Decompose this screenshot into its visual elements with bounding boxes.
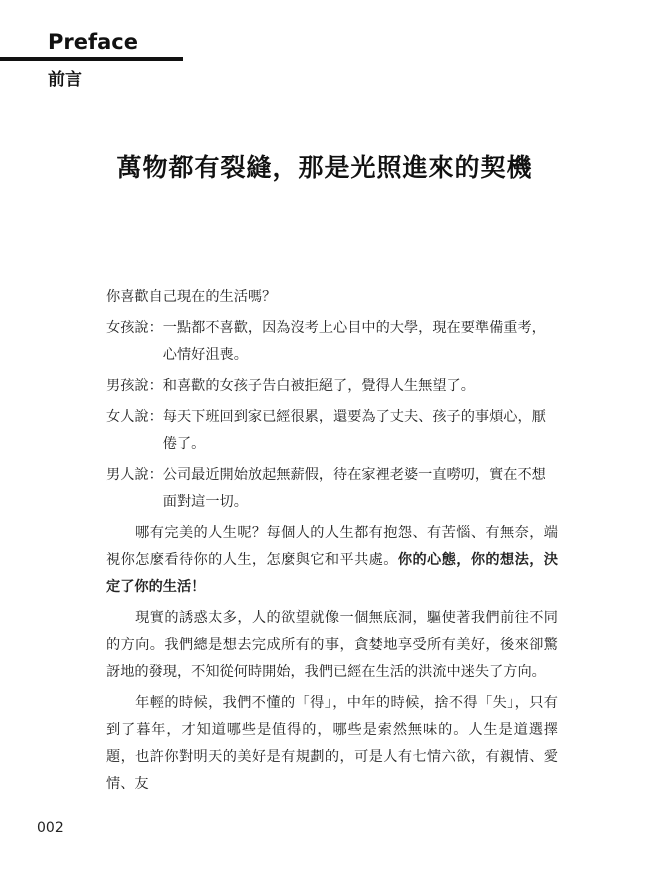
dialogue-line [106,373,558,400]
dialogue-line [106,462,558,516]
opening-question: 你喜歡自己現在的生活嗎？ [106,289,277,305]
paragraph-2: 現實的誘惑太多，人的欲望就像一個無底洞，驅使著我們前往不同的方向。我們總是想去完成所有的事，貪婪地享受所有美好，後來卻驚訝地的發現，不知從何時開始，我們已經在生活的洪流中迷失了方向。 [106,610,558,680]
speaker-label: 女人說： [106,409,163,425]
header-rule [0,57,183,61]
dialogue-text: 和喜歡的女孩子告白被拒絕了，覺得人生無望了。 [162,378,475,394]
paragraph-3: 年輕的時候，我們不懂的「得」，中年的時候，捨不得「失」，只有到了暮年，才知道哪些是值得的，哪些是索然無味的。人生是道選擇題，也許你對明天的美好是有規劃的，可是人有七情六欲，有親情、愛情、友 [106,695,558,792]
preface-heading-zh: 前言 [48,70,82,90]
paragraph-1-text: 哪有完美的人生呢？每個人的人生都有抱怨、有苦惱、有無奈，端視你怎麼看待你的人生，怎麼與它和平共處。 [106,525,558,568]
body-text [106,284,558,802]
preface-heading-en: Preface [48,30,138,54]
dialogue-text: 一點都不喜歡，因為沒考上心目中的大學，現在要準備重考，心情好沮喪。 [162,320,546,363]
page-number: 002 [37,820,64,836]
speaker-label: 男孩說： [106,378,163,394]
speaker-label: 男人說： [106,467,163,483]
dialogue-line [106,404,558,458]
dialogue-text: 每天下班回到家已經很累，還要為了丈夫、孩子的事煩心，厭倦了。 [162,409,546,452]
dialogue-text: 公司最近開始放起無薪假，待在家裡老婆一直嘮叨，實在不想面對這一切。 [162,467,546,510]
paragraph-1-emphasis: 你的心態，你的想法，決定了你的生活！ [106,552,558,595]
dialogue-line [106,315,558,369]
speaker-label: 女孩說： [106,320,163,336]
chapter-title: 萬物都有裂縫，那是光照進來的契機 [116,153,533,182]
paragraph-1 [106,520,558,601]
